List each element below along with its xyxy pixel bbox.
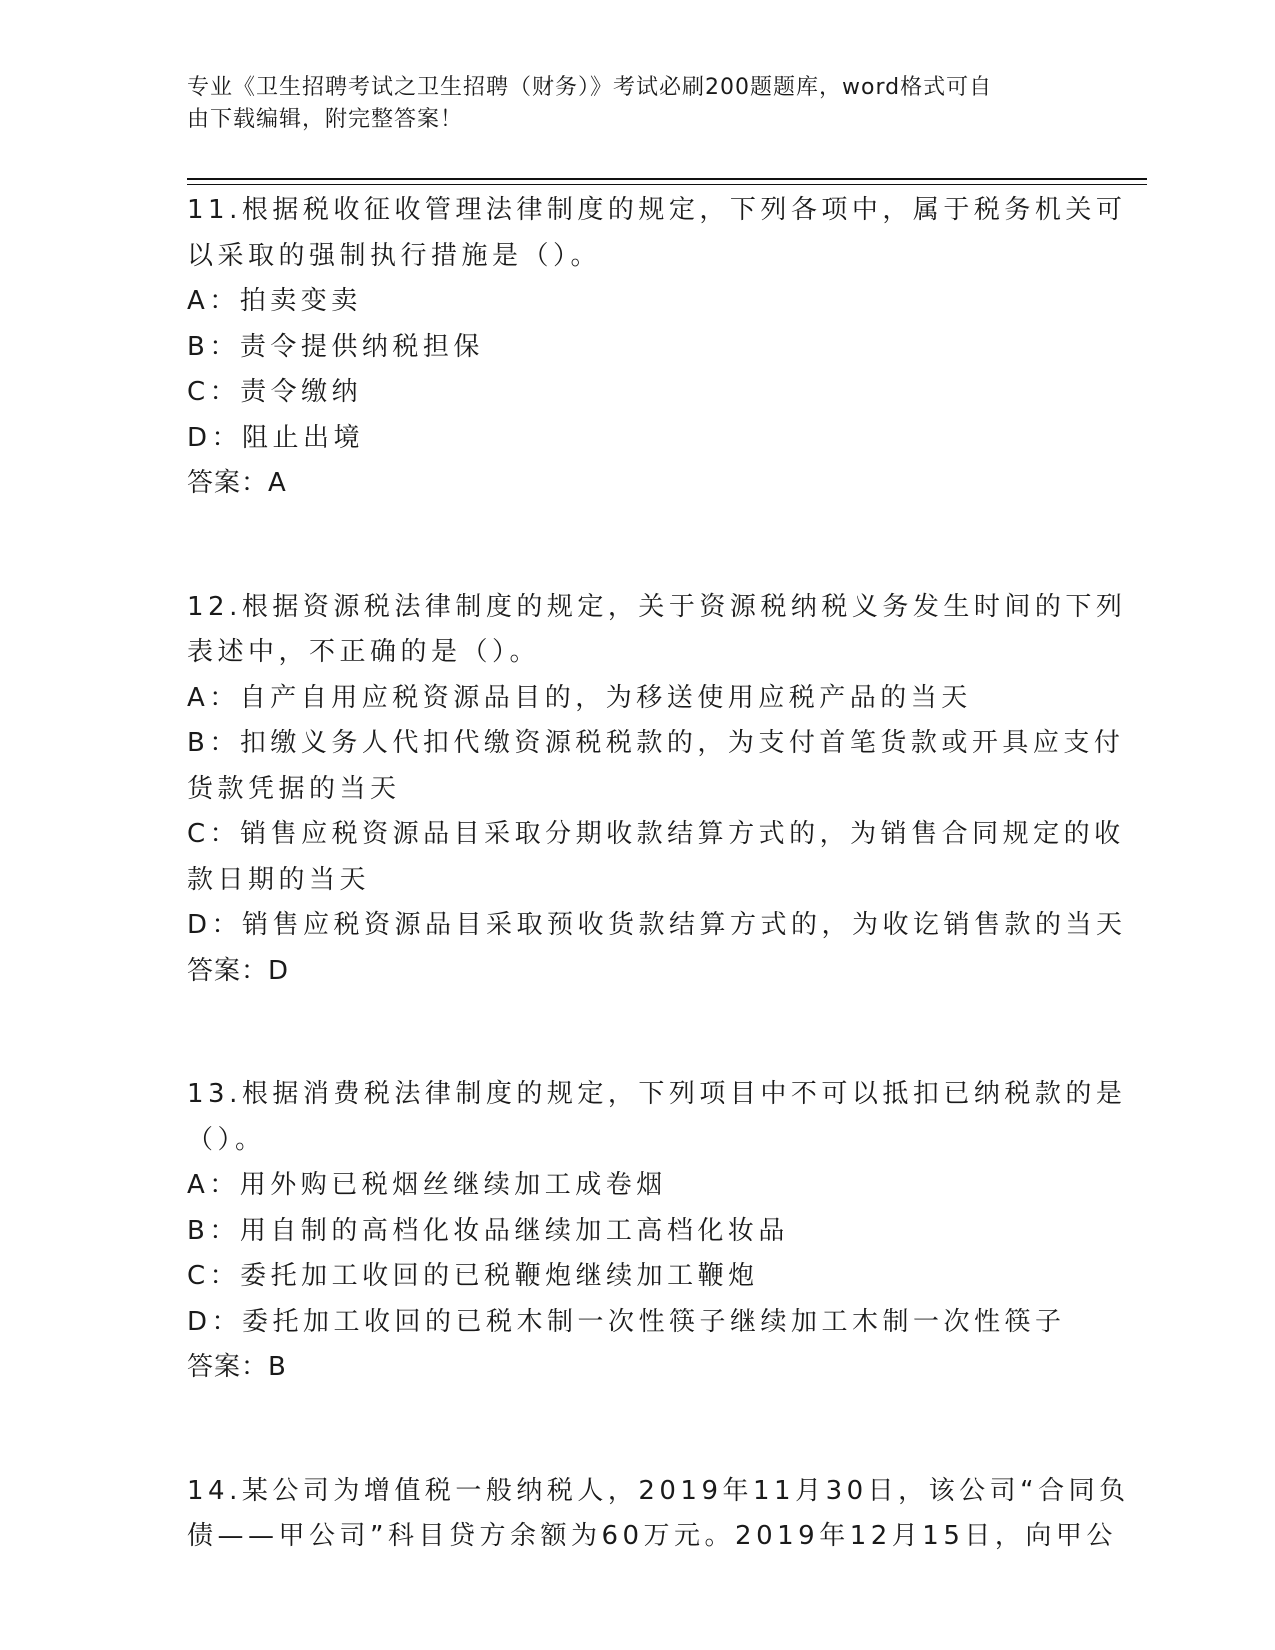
answer: 答案：A [187,468,287,498]
question-stem: 11.根据税收征收管理法律制度的规定，下列各项中，属于税务机关可 [187,195,1127,225]
question-12 [187,585,1127,995]
option-a: A：用外购已税烟丝继续加工成卷烟 [187,1170,667,1200]
question-14 [187,1469,1130,1560]
question-stem: 14.某公司为增值税一般纳税人，2019年11月30日，该公司“合同负 [187,1475,1130,1506]
spacer [187,994,1087,1072]
option-b-continued: 货款凭据的当天 [187,773,401,804]
option-a: A：拍卖变卖 [187,286,362,316]
header-divider-thick [187,178,1147,180]
option-c: C：委托加工收回的已税鞭炮继续加工鞭炮 [187,1261,759,1291]
option-d: D：销售应税资源品目采取预收货款结算方式的，为收讫销售款的当天 [187,910,1127,940]
question-stem: 以采取的强制执行措施是（）。 [187,240,602,271]
option-a: A：自产自用应税资源品目的，为移送使用应税产品的当天 [187,682,972,713]
header-divider-thin [187,184,1147,185]
question-stem: 债——甲公司”科目贷方余额为60万元。2019年12月15日，向甲公 [187,1521,1117,1551]
question-stem: 12.根据资源税法律制度的规定，关于资源税纳税义务发生时间的下列 [187,591,1127,622]
option-c-continued: 款日期的当天 [187,864,371,895]
spacer [187,1391,1087,1469]
option-c: C：责令缴纳 [187,377,363,407]
answer: 答案：D [187,955,290,986]
question-stem: 13.根据消费税法律制度的规定，下列项目中不可以抵扣已纳税款的是 [187,1079,1127,1109]
option-b: B：责令提供纳税担保 [187,331,484,362]
question-11 [187,188,1127,507]
question-list [187,188,1130,1560]
question-13 [187,1072,1127,1391]
header-line-1: 专业《卫生招聘考试之卫生招聘（财务）》考试必刷200题题库，word格式可自 [187,75,993,100]
option-b: B：用自制的高档化妆品继续加工高档化妆品 [187,1215,789,1246]
page-header [187,72,1067,136]
question-stem: 表述中，不正确的是（）。 [187,637,541,667]
option-d: D：阻止出境 [187,422,365,453]
header-line-2: 由下载编辑，附完整答案！ [187,107,464,132]
option-d: D：委托加工收回的已税木制一次性筷子继续加工木制一次性筷子 [187,1306,1066,1337]
option-c: C：销售应税资源品目采取分期收款结算方式的，为销售合同规定的收 [187,819,1125,849]
option-b: B：扣缴义务人代扣代缴资源税税款的，为支付首笔货款或开具应支付 [187,728,1125,758]
answer: 答案：B [187,1352,287,1382]
question-stem: （）。 [187,1124,266,1155]
spacer [187,507,1087,585]
